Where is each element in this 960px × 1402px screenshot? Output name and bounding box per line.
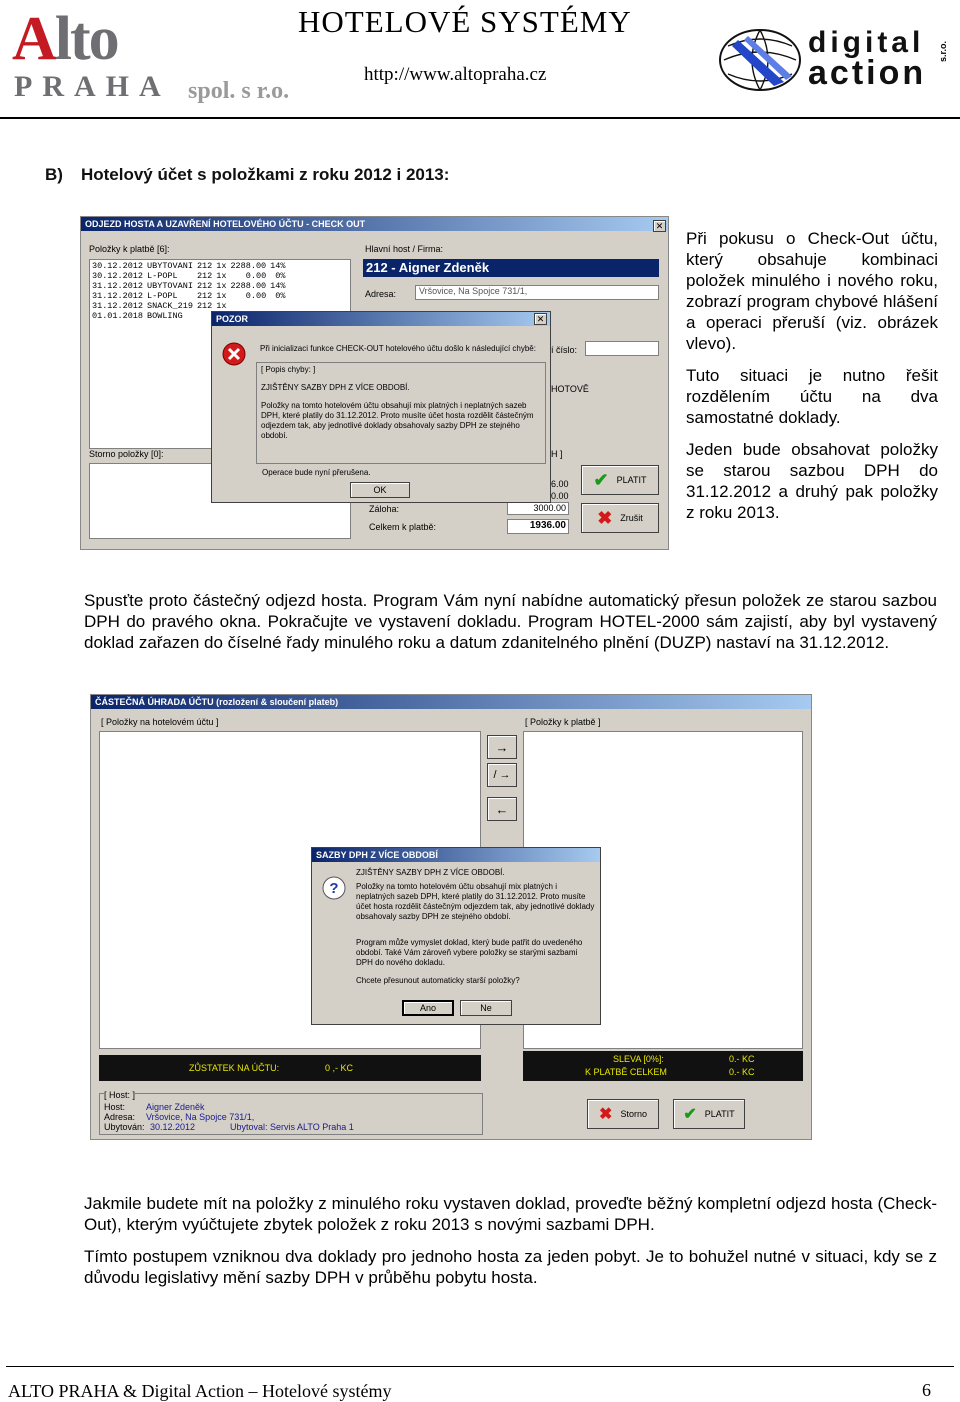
left-items-label: [ Položky na hotelovém účtu ]: [101, 717, 219, 727]
pay-button[interactable]: ✔ PLATIT: [581, 465, 659, 495]
cancel-button[interactable]: ✖ Zrušit: [581, 503, 659, 533]
vat-dialog-body: Položky na tomto hotelovém účtu obsahují mix platných i neplatných sazeb DPH, které platily do 31.12.2012. Proto musíte účet hosta rozdělit částečným odjezdem tak, aby jednotlivé doklady obsahovaly sazby DPH ze stejného období.: [356, 882, 595, 921]
address-label: Adresa:: [365, 289, 397, 299]
vat-dialog-body2: Program může vymyslet doklad, který bude patřit do uvedeného období. Také Vám zároveň vybere položky se starými sazbami DPH do nového dokladu.: [356, 938, 583, 967]
kplatbe-label: K PLATBĚ CELKEM: [585, 1067, 667, 1077]
guest-name: 212 - Aigner Zdeněk: [363, 259, 659, 277]
section-letter: B): [45, 165, 63, 184]
table-cell: 0%: [275, 291, 286, 301]
close-icon[interactable]: ✕: [534, 313, 547, 325]
table-cell: 1x: [216, 281, 227, 291]
ubytovan-value: 30.12.2012: [150, 1122, 196, 1132]
question-icon: [322, 876, 346, 900]
host-value: Aigner Zdeněk: [146, 1102, 205, 1112]
platit-button[interactable]: ✔ PLATIT: [673, 1099, 745, 1129]
table-cell: 212: [196, 281, 213, 291]
side-text: [686, 228, 938, 534]
header-url: http://www.altopraha.cz: [364, 64, 547, 85]
alto-logo-praha: PRAHA: [14, 70, 171, 103]
side-paragraph: Jeden bude obsahovat položky se starou sazbou DPH do 31.12.2012 a druhý pak položky z roku 2013.: [686, 440, 938, 522]
table-cell: 14%: [270, 261, 286, 271]
table-cell: 31.12.2012: [92, 301, 144, 311]
celkem-label: Celkem k platbě:: [369, 522, 437, 532]
host-label: Host:: [104, 1102, 126, 1112]
adresa-value: Vršovice, Na Spojce 731/1,: [146, 1112, 255, 1122]
move-partial-right-button[interactable]: / →: [487, 763, 517, 787]
table-cell: 2288.00: [230, 261, 267, 271]
ubytovan-label: Ubytován:: [104, 1122, 145, 1132]
remaining-value: 0 ,- KC: [325, 1063, 354, 1073]
error-body: Položky na tomto hotelovém účtu obsahují mix platných i neplatných sazeb DPH, které platily do 31.12.2012. Proto musíte účet hosta rozdělit částečným odjezdem tak, aby jednotlivé doklady obsahovaly sazby DPH ze stejného období.: [261, 401, 534, 440]
paragraph-2: Jakmile budete mít na položky z minulého roku vystaven doklad, proveďte běžný kompletní odjezd hosta (Check-Out), kterým vyúčtujete zbytek položek z roku 2013 s novými sazbami DPH.: [84, 1194, 937, 1234]
sleva-value: 0.- KC: [729, 1054, 755, 1064]
table-cell: 14%: [270, 281, 286, 291]
error-description-label: [ Popis chyby: ]: [261, 365, 316, 374]
error-dialog: [211, 311, 551, 503]
table-cell: UBYTOVANI: [147, 261, 193, 271]
items-label: Položky k platbě [6]:: [89, 244, 170, 254]
header-divider: [0, 117, 960, 119]
check-icon: ✔: [683, 1106, 697, 1123]
table-cell: [230, 301, 270, 311]
svg-text:?: ?: [329, 880, 339, 897]
vat-dialog-question: Chcete přesunout automaticky starší položky?: [356, 976, 520, 985]
table-cell: 31.12.2012: [92, 291, 144, 301]
host-group: [99, 1090, 483, 1135]
table-cell: 212: [196, 301, 213, 311]
footer-divider: [6, 1366, 954, 1367]
table-cell: SNACK_219: [147, 301, 193, 311]
partial-payment-window-screenshot: [90, 694, 812, 1140]
table-cell: 212: [196, 271, 213, 281]
error-heading: ZJIŠTĚNY SAZBY DPH Z VÍCE OBDOBÍ.: [261, 383, 410, 392]
table-cell: UBYTOVANI: [147, 281, 193, 291]
table-cell: 212: [196, 291, 213, 301]
table-cell: L-POPL: [147, 291, 178, 301]
table-cell: BOWLING: [147, 311, 183, 321]
header-title: HOTELOVÉ SYSTÉMY: [298, 4, 632, 39]
remaining-label: ZŮSTATEK NA ÚČTU:: [189, 1063, 280, 1073]
vat-dialog-heading: ZJIŠTĚNY SAZBY DPH Z VÍCE OBDOBÍ.: [356, 868, 505, 877]
sleva-label: SLEVA [0%]:: [613, 1054, 664, 1064]
paragraph-1: Spusťte proto částečný odjezd hosta. Program Vám nyní nabídne automatický přesun položek ze starou sazbou DPH do pravého okna. Pokračujte ve vystavení dokladu. Program HOTEL-2000 sám zajistí, aby byl vystavený doklad zařazen do číselné řady minulého roku a datum zdanitelného plnění (DUZP) nastaví na 31.12.2012.: [84, 591, 937, 652]
val2: 0.00: [551, 491, 569, 501]
h-label: H ]: [551, 449, 563, 459]
cislo-label: í číslo:: [551, 345, 578, 355]
table-cell: [270, 301, 289, 311]
kplatbe-value: 0.- KC: [729, 1067, 755, 1077]
cislo-field[interactable]: [585, 341, 659, 356]
vat-dialog-title: SAZBY DPH Z VÍCE OBDOBÍ: [312, 848, 600, 862]
digital-action-logo-suffix: s.r.o.: [938, 40, 948, 62]
move-left-button[interactable]: ←: [487, 797, 517, 821]
error-footer: Operace bude nyní přerušena.: [262, 468, 371, 477]
table-cell: 1x: [216, 261, 227, 271]
error-dialog-title: POZOR: [212, 312, 550, 326]
table-cell: 1x: [216, 301, 227, 311]
table-row[interactable]: [92, 281, 289, 291]
section-title-text: Hotelový účet s položkami z roku 2012 i 2013:: [80, 165, 450, 184]
table-row[interactable]: [92, 301, 289, 311]
remaining-panel: [99, 1055, 481, 1081]
table-cell: 31.12.2012: [92, 281, 144, 291]
footer-text: ALTO PRAHA & Digital Action – Hotelové systémy: [8, 1381, 392, 1401]
yes-button[interactable]: Ano: [402, 1000, 454, 1016]
table-cell: 212: [196, 261, 213, 271]
side-paragraph: Tuto situaci je nutno řešit rozdělením účtu na dva samostatné doklady.: [686, 366, 938, 427]
alto-logo-suffix: spol. s r.o.: [188, 78, 290, 104]
table-cell: 2288.00: [230, 281, 267, 291]
page-number: 6: [922, 1380, 931, 1400]
section-title: [45, 165, 449, 185]
cross-icon: ✖: [599, 1106, 613, 1123]
guest-label: Hlavní host / Firma:: [365, 244, 444, 254]
table-cell: L-POPL: [147, 271, 178, 281]
table-row[interactable]: [92, 261, 289, 271]
no-button[interactable]: Ne: [460, 1000, 512, 1016]
ubytoval-label: Ubytoval: Servis ALTO Praha 1: [230, 1122, 354, 1132]
alto-logo: Alto: [12, 5, 118, 73]
partial-payment-window-title: ČÁSTEČNÁ ÚHRADA ÚČTU (rozložení & sloučení plateb): [91, 695, 811, 709]
table-cell: 0.00: [245, 291, 267, 301]
table-cell: 30.12.2012: [92, 261, 144, 271]
right-items-label: [ Položky k platbě ]: [525, 717, 601, 727]
summary-panel: [523, 1051, 803, 1081]
cross-icon: ✖: [597, 507, 613, 528]
paragraph-3: Tímto postupem vzniknou dva doklady pro jednoho hosta za jeden pobyt. Je to bohužel nutné v situaci, kdy se z důvodu legislativy mění sazby DPH v průběhu pobytu hosta.: [84, 1247, 937, 1287]
address-field[interactable]: Vršovice, Na Spojce 731/1,: [415, 285, 659, 300]
celkem-field: 1936.00: [507, 519, 569, 534]
storno-label: Storno položky [0]:: [89, 449, 164, 459]
checkout-window-title: ODJEZD HOSTA A UZAVŘENÍ HOTELOVÉHO ÚČTU - CHECK OUT: [81, 217, 668, 231]
table-cell: 1x: [216, 291, 227, 301]
error-dialog-intro: Při inicializaci funkce CHECK-OUT hotelového účtu došlo k následující chybě:: [260, 344, 536, 353]
adresa-label: Adresa:: [104, 1112, 136, 1122]
zaloha-field: 3000.00: [507, 502, 569, 515]
host-group-label: [ Host: ]: [104, 1090, 136, 1100]
close-icon[interactable]: ✕: [653, 220, 666, 232]
check-icon: ✔: [593, 469, 609, 490]
storno-button[interactable]: ✖ Storno: [587, 1099, 659, 1129]
ok-button[interactable]: OK: [350, 482, 410, 498]
digital-action-logo-line2: action: [808, 54, 927, 92]
side-paragraph: Při pokusu o Check-Out účtu, který obsahuje kombinaci položek minulého i nového roku, zobrazí program chybové hlášení a operaci přeruší (viz. obrázek vlevo).: [686, 229, 938, 353]
table-row[interactable]: [92, 271, 289, 281]
error-description-group: [256, 362, 546, 464]
table-row[interactable]: [92, 291, 289, 301]
table-cell: 01.01.2018: [92, 311, 144, 321]
hotove-label: HOTOVĚ: [551, 384, 589, 394]
table-cell: 0.00: [245, 271, 267, 281]
val1: 6.00: [551, 479, 569, 489]
table-cell: 30.12.2012: [92, 271, 144, 281]
table-cell: 0%: [275, 271, 286, 281]
vat-periods-dialog: [311, 847, 601, 1025]
error-icon: [222, 342, 246, 366]
checkout-window-screenshot: [80, 216, 669, 550]
zaloha-label: Záloha:: [369, 504, 400, 514]
digital-action-logo-line1: digital: [808, 26, 925, 59]
move-right-button[interactable]: →: [487, 735, 517, 759]
table-cell: 1x: [216, 271, 227, 281]
